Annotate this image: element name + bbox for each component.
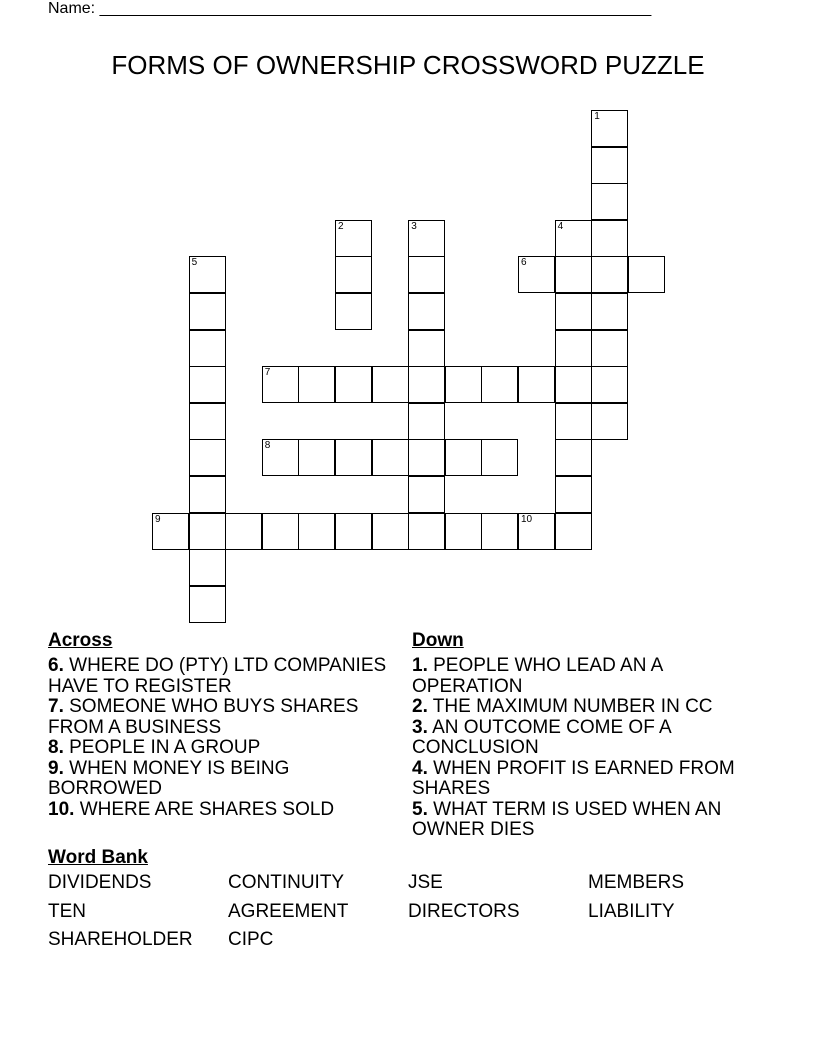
down-clue	[412, 697, 757, 718]
clue-text: WHERE ARE SHARES SOLD	[74, 798, 335, 820]
clue-num: 10.	[48, 798, 75, 820]
clue-text: PEOPLE WHO LEAD AN A OPERATION	[412, 655, 663, 697]
clue-number: 2	[338, 220, 344, 232]
grid-cell[interactable]	[591, 220, 628, 257]
grid-cell[interactable]	[518, 366, 555, 403]
grid-cell[interactable]	[481, 513, 518, 550]
clue-num: 2.	[412, 696, 428, 717]
clue-number: 5	[191, 257, 198, 269]
clue-text: WHEN PROFIT IS EARNED FROM SHARES	[412, 757, 735, 799]
word-bank-word: TEN	[48, 900, 86, 922]
clue-num: 1.	[412, 655, 428, 676]
grid-cell[interactable]	[408, 476, 445, 513]
grid-cell[interactable]	[408, 439, 445, 476]
grid-cell[interactable]	[555, 366, 592, 403]
grid-cell[interactable]	[152, 513, 189, 550]
clue-text: PEOPLE IN A GROUP	[63, 737, 261, 758]
across-clue-list	[48, 656, 393, 820]
grid-cell[interactable]	[189, 330, 226, 367]
clue-number: 4	[557, 220, 564, 232]
grid-cell[interactable]	[591, 366, 628, 403]
clue-number: 6	[521, 257, 527, 269]
word-bank-word: SHAREHOLDER	[48, 929, 193, 950]
clue-text: AN OUTCOME COME OF A CONCLUSION	[412, 716, 671, 758]
down-clue	[412, 800, 757, 841]
clue-number: 9	[155, 513, 161, 525]
grid-cell[interactable]	[335, 293, 372, 330]
word-bank-word: DIRECTORS	[408, 900, 520, 922]
grid-cell[interactable]	[555, 330, 592, 367]
grid-cell[interactable]	[555, 256, 592, 293]
clue-num: 6.	[48, 655, 64, 676]
grid-cell[interactable]	[189, 293, 226, 330]
clue-text: WHEN MONEY IS BEING BORROWED	[48, 757, 290, 799]
clue-text: WHAT TERM IS USED WHEN AN OWNER DIES	[412, 798, 722, 840]
word-bank-word: MEMBERS	[588, 872, 685, 893]
grid-cell[interactable]	[408, 293, 445, 330]
across-clue	[48, 759, 393, 800]
grid-cell[interactable]	[591, 293, 628, 330]
clue-number: 10	[521, 513, 533, 525]
grid-cell[interactable]	[555, 476, 592, 513]
grid-cell[interactable]	[445, 513, 482, 550]
grid-cell[interactable]	[335, 220, 372, 257]
clue-text: THE MAXIMUM NUMBER IN CC	[427, 696, 713, 717]
clue-text: WHERE DO (PTY) LTD COMPANIES HAVE TO REGISTER	[48, 655, 387, 697]
grid-cell[interactable]	[262, 439, 299, 476]
grid-cell[interactable]	[555, 513, 592, 550]
grid-cell[interactable]	[555, 220, 592, 257]
across-clue	[48, 800, 393, 821]
grid-cell[interactable]	[189, 549, 226, 586]
grid-cell[interactable]	[335, 439, 372, 476]
grid-cell[interactable]	[408, 366, 445, 403]
grid-cell[interactable]	[189, 366, 226, 403]
across-clue	[48, 656, 393, 697]
grid-cell[interactable]	[591, 256, 628, 293]
grid-cell[interactable]	[555, 403, 592, 440]
grid-cell[interactable]	[372, 513, 409, 550]
word-bank-word: LIABILITY	[588, 900, 675, 922]
clue-number: 8	[264, 440, 271, 452]
clue-num: 5.	[412, 798, 428, 820]
grid-cell[interactable]	[262, 513, 299, 550]
clue-number: 7	[264, 367, 271, 379]
grid-cell[interactable]	[335, 513, 372, 550]
clue-num: 7.	[48, 696, 64, 717]
grid-cell[interactable]	[372, 439, 409, 476]
down-clue	[412, 656, 757, 697]
grid-cell[interactable]	[591, 403, 628, 440]
grid-cell[interactable]	[628, 256, 665, 293]
grid-cell[interactable]	[298, 366, 335, 403]
word-bank-word: AGREEMENT	[228, 900, 349, 922]
grid-cell[interactable]	[189, 476, 226, 513]
grid-cell[interactable]	[189, 439, 226, 476]
clue-num: 3.	[412, 716, 428, 738]
grid-cell[interactable]	[262, 366, 299, 403]
grid-cell[interactable]	[335, 366, 372, 403]
word-bank-heading: Word Bank	[48, 847, 148, 868]
grid-cell[interactable]	[408, 403, 445, 440]
word-bank-word: JSE	[408, 872, 443, 893]
page-title: FORMS OF OWNERSHIP CROSSWORD PUZZLE	[111, 50, 705, 80]
clue-num: 9.	[48, 757, 64, 779]
grid-cell[interactable]	[298, 513, 335, 550]
grid-cell[interactable]	[591, 183, 628, 220]
grid-cell[interactable]	[225, 513, 262, 550]
grid-cell[interactable]	[408, 330, 445, 367]
down-clue-list	[412, 656, 757, 841]
grid-cell[interactable]	[408, 220, 445, 257]
grid-cell[interactable]	[335, 256, 372, 293]
down-clue	[412, 718, 757, 759]
down-clue	[412, 759, 757, 800]
clue-num: 4.	[412, 757, 428, 779]
grid-cell[interactable]	[445, 366, 482, 403]
word-bank-word: CONTINUITY	[228, 872, 345, 893]
down-heading: Down	[412, 630, 464, 651]
word-bank-word: DIVIDENDS	[48, 872, 152, 893]
grid-cell[interactable]	[591, 147, 628, 184]
grid-cell[interactable]	[298, 439, 335, 476]
grid-cell[interactable]	[372, 366, 409, 403]
across-clue	[48, 738, 393, 759]
grid-cell[interactable]	[189, 586, 226, 623]
grid-cell[interactable]	[189, 256, 226, 293]
clue-text: SOMEONE WHO BUYS SHARES FROM A BUSINESS	[48, 696, 359, 738]
grid-cell[interactable]	[555, 439, 592, 476]
word-bank-word: CIPC	[228, 929, 274, 950]
grid-cell[interactable]	[481, 439, 518, 476]
grid-cell[interactable]	[518, 513, 555, 550]
across-clue	[48, 697, 393, 738]
grid-cell[interactable]	[408, 256, 445, 293]
grid-cell[interactable]	[518, 256, 555, 293]
grid-cell[interactable]	[591, 330, 628, 367]
grid-cell[interactable]	[189, 513, 226, 550]
grid-cell[interactable]	[189, 403, 226, 440]
grid-cell[interactable]	[481, 366, 518, 403]
clue-number: 1	[594, 111, 600, 122]
clue-number: 3	[411, 220, 417, 232]
clue-num: 8.	[48, 737, 64, 758]
grid-cell[interactable]	[555, 293, 592, 330]
name-line[interactable]: Name: ______________________________________________________________	[48, 0, 652, 17]
across-heading: Across	[48, 630, 113, 651]
grid-cell[interactable]	[591, 110, 628, 147]
grid-cell[interactable]	[445, 439, 482, 476]
grid-cell[interactable]	[408, 513, 445, 550]
